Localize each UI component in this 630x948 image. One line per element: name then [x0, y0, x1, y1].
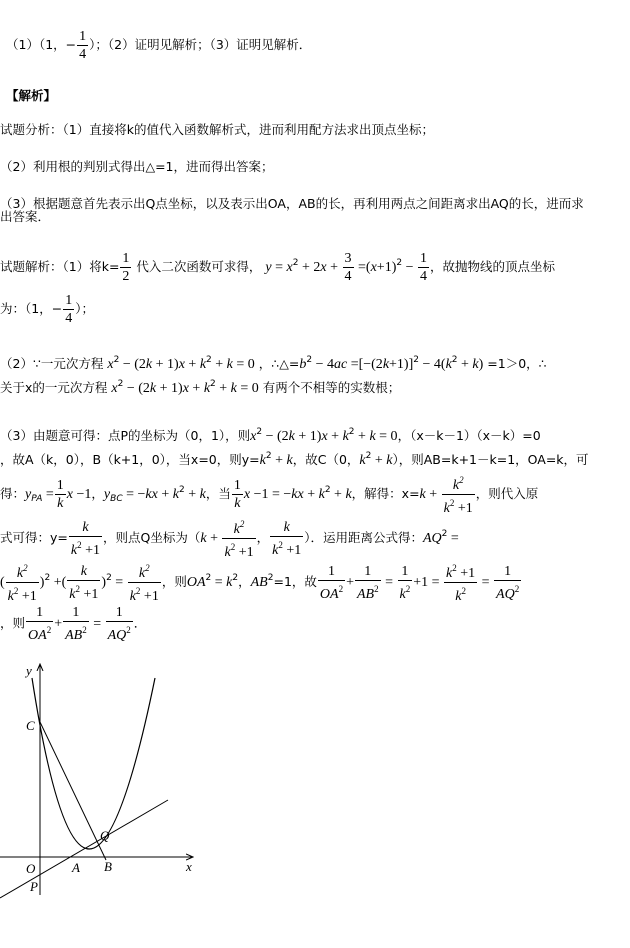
line-bc — [40, 722, 106, 860]
analysis-intro: 试题分析：（1）直接将k的值代入函数解析式，进而利用配方法求出顶点坐标； — [0, 122, 434, 137]
solution-3-line3: 得：$y_{PA}$ = $\frac{1}{k}$ x −1，$y_{BC} = -kx + k^2 + k$，当 $\frac{1}{k}$ $x -1 = -kx + k^2 + k$，解得：x=k + $\frac{k^2}{k^2 +1}$ ，则代入原 — [0, 472, 538, 517]
solution-3-line1: （3）由题意可得：点P的坐标为（0，1），则$x^2 - (2k + 1)x + k^2 + k = 0$，（x－k－1）（x－k）=0 — [0, 427, 541, 444]
analysis-p3-line2: 出答案． — [0, 209, 51, 224]
answer-rest: ）；（2）证明见解析；（3）证明见解析． — [89, 37, 312, 52]
label-o: O — [26, 861, 36, 876]
solution-3-line4: 式可得：y= $\frac{k}{k^2 +1}$ ，则点Q坐标为（k + $\frac{k^2}{k^2 +1}$ ， $\frac{k}{k^2 +1}$ ）．运用距离公式得：$AQ^2$ = — [0, 516, 459, 561]
label-c: C — [26, 718, 35, 733]
solution-2-line2: 关于x的一元次方程 $x^2 - (2k + 1)x + k^2 + k = 0$ 有两个不相等的实数根； — [0, 379, 401, 396]
answer-line — [6, 28, 311, 63]
label-y: y — [26, 663, 32, 678]
parabola-figure — [0, 660, 210, 900]
solution-3-line2: ，故A（k，0），B（k+1，0），当x=0，则$y=k^2 + k$，故C（0，$k^2 + k$），则AB=k+1－k=1，OA=k，可 — [0, 451, 589, 468]
solution-1-line2: 为：（1，− $\frac{1}{4}$ ）； — [0, 293, 94, 326]
label-a: A — [72, 860, 80, 875]
label-p: P — [30, 879, 38, 894]
answer-fraction: $\frac{1}{4}$ — [79, 29, 87, 62]
parabola-curve — [32, 678, 155, 849]
solution-1-line1: 试题解析：（1）将k= $\frac{1}{2}$ 代入二次函数可求得， $y = x^2 + 2x$ + $\frac{3}{4}$ $=(x+1)^2$ − $\frac{1}{4}$ ，故抛物线的顶点坐标 — [0, 251, 556, 284]
analysis-p2: （2）利用根的判别式得出△=1，进而得出答案； — [0, 159, 274, 174]
solution-2-line1: （2）∵一元次方程 $x^2 - (2k + 1)x + k^2 + k = 0$ ，$\therefore\triangle=b^2 - 4ac =[-(2k+1)]^2 - 4(k^2 + k) =1>0$，∴ — [0, 355, 547, 372]
solution-3-line6: ，则 $\frac{1}{OA^2}$ + $\frac{1}{AB^2}$ = $\frac{1}{AQ^2}$ ． — [0, 605, 147, 643]
analysis-p3-line1: （3）根据题意首先表示出Q点坐标，以及表示出OA，AB的长，再利用两点之间距离求出AQ的长，进而求 — [0, 196, 584, 211]
formula-vertex-form: y — [265, 260, 272, 275]
solution-3-line5: ( $\frac{k^2}{k^2 +1}$ )$^2$ +( $\frac{k}{k^2 +1}$ )$^2$ = $\frac{k^2}{k^2 +1}$ ，则$OA^2 = k^2$，$AB^2=1$，故 $\frac{1}{OA^2}$ + $\frac{1}{AB^2}$ = $\frac{1}{k^2}$ +1 = $\frac{k^2 +1}{k^2}$ = $\frac{1}{AQ^2}$ — [0, 560, 522, 605]
label-b: B — [104, 859, 112, 874]
label-q: Q — [100, 828, 110, 843]
label-x: x — [186, 859, 192, 874]
analysis-heading: 【解析】 — [6, 88, 57, 103]
answer-part1: （1）（1，− — [6, 37, 77, 52]
